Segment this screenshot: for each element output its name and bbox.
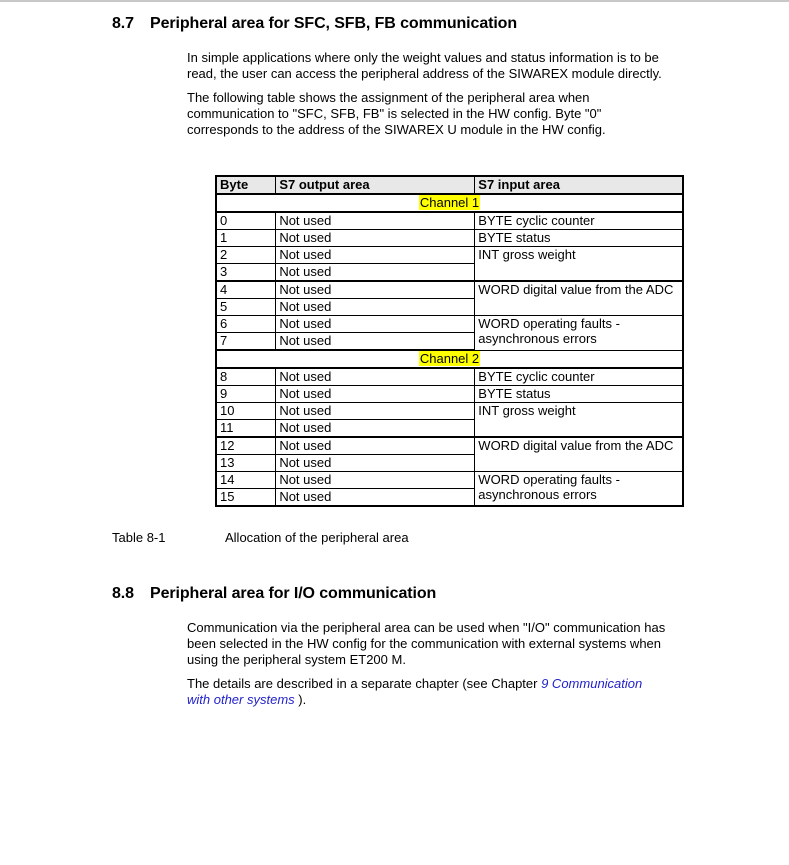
header-input-area: S7 input area xyxy=(475,176,683,194)
io-communication-paragraph xyxy=(187,620,687,668)
output-cell: Not used xyxy=(276,212,475,230)
byte-cell: 1 xyxy=(216,230,276,247)
section-heading-8-8 xyxy=(112,585,436,603)
input-cell: WORD digital value from the ADC xyxy=(475,437,683,472)
input-cell: BYTE cyclic counter xyxy=(475,212,683,230)
byte-cell: 12 xyxy=(216,437,276,455)
output-cell: Not used xyxy=(276,368,475,386)
text-line: using the peripheral system ET200 M. xyxy=(187,652,406,667)
byte-cell: 10 xyxy=(216,403,276,420)
table-row xyxy=(216,386,683,403)
output-cell: Not used xyxy=(276,230,475,247)
header-byte: Byte xyxy=(216,176,276,194)
table-caption-text: Allocation of the peripheral area xyxy=(225,530,409,545)
output-cell: Not used xyxy=(276,299,475,316)
byte-cell: 3 xyxy=(216,264,276,282)
table-row xyxy=(216,247,683,264)
byte-cell: 0 xyxy=(216,212,276,230)
table-row xyxy=(216,230,683,247)
byte-cell: 9 xyxy=(216,386,276,403)
channel-cell xyxy=(216,194,683,212)
table-row xyxy=(216,403,683,420)
byte-cell: 15 xyxy=(216,489,276,507)
input-cell: BYTE cyclic counter xyxy=(475,368,683,386)
text-line: read, the user can access the peripheral address of the SIWAREX module directly. xyxy=(187,66,662,81)
input-cell: WORD operating faults - asynchronous errors xyxy=(475,316,683,351)
section-title: Peripheral area for SFC, SFB, FB communication xyxy=(150,15,518,32)
text-line: The following table shows the assignment of the peripheral area when xyxy=(187,90,590,105)
output-cell: Not used xyxy=(276,472,475,489)
page-top-border xyxy=(0,0,789,2)
chapter-9-link[interactable]: 9 Communication xyxy=(541,676,643,691)
table-header-row xyxy=(216,176,683,194)
section-number: 8.7 xyxy=(112,15,134,32)
text-line xyxy=(187,676,687,692)
output-cell: Not used xyxy=(276,333,475,351)
section-title: Peripheral area for I/O communication xyxy=(150,585,437,602)
byte-cell: 5 xyxy=(216,299,276,316)
text-line: communication to "SFC, SFB, FB" is selected in the HW config. Byte "0" xyxy=(187,106,602,121)
channel-label: Channel 2 xyxy=(419,351,480,366)
channel-cell xyxy=(216,350,683,368)
output-cell: Not used xyxy=(276,437,475,455)
input-cell: WORD operating faults - asynchronous errors xyxy=(475,472,683,507)
byte-cell: 7 xyxy=(216,333,276,351)
table-row xyxy=(216,212,683,230)
table-row xyxy=(216,281,683,299)
output-cell: Not used xyxy=(276,264,475,282)
table-row xyxy=(216,316,683,333)
byte-cell: 14 xyxy=(216,472,276,489)
section-number: 8.8 xyxy=(112,585,134,602)
text-line xyxy=(187,692,687,708)
table-row xyxy=(216,368,683,386)
chapter-reference-paragraph xyxy=(187,676,687,708)
output-cell: Not used xyxy=(276,489,475,507)
byte-cell: 6 xyxy=(216,316,276,333)
output-cell: Not used xyxy=(276,281,475,299)
intro-paragraph xyxy=(187,50,687,82)
channel-label: Channel 1 xyxy=(419,195,480,210)
channel-row xyxy=(216,350,683,368)
table-description-paragraph xyxy=(187,90,687,138)
chapter-9-link-continued[interactable]: with other systems xyxy=(187,692,295,707)
output-cell: Not used xyxy=(276,247,475,264)
text-line: been selected in the HW config for the communication with external systems when xyxy=(187,636,662,651)
channel-row xyxy=(216,194,683,212)
input-cell: INT gross weight xyxy=(475,403,683,438)
byte-cell: 4 xyxy=(216,281,276,299)
text-line: Communication via the peripheral area can be used when "I/O" communication has xyxy=(187,620,666,635)
output-cell: Not used xyxy=(276,420,475,438)
input-cell: INT gross weight xyxy=(475,247,683,282)
table-row xyxy=(216,437,683,455)
output-cell: Not used xyxy=(276,316,475,333)
text-fragment: ). xyxy=(294,692,307,707)
text-fragment: The details are described in a separate chapter (see Chapter xyxy=(187,676,542,691)
input-cell: BYTE status xyxy=(475,386,683,403)
byte-cell: 8 xyxy=(216,368,276,386)
text-line: corresponds to the address of the SIWAREX U module in the HW config. xyxy=(187,122,606,137)
output-cell: Not used xyxy=(276,403,475,420)
output-cell: Not used xyxy=(276,386,475,403)
peripheral-allocation-table xyxy=(215,175,684,507)
output-cell: Not used xyxy=(276,455,475,472)
table-caption-label: Table 8-1 xyxy=(112,530,166,545)
section-heading-8-7 xyxy=(112,15,517,33)
table-row xyxy=(216,472,683,489)
byte-cell: 11 xyxy=(216,420,276,438)
input-cell: WORD digital value from the ADC xyxy=(475,281,683,316)
byte-cell: 2 xyxy=(216,247,276,264)
input-cell: BYTE status xyxy=(475,230,683,247)
header-output-area: S7 output area xyxy=(276,176,475,194)
byte-cell: 13 xyxy=(216,455,276,472)
text-line: In simple applications where only the weight values and status information is to be xyxy=(187,50,659,65)
